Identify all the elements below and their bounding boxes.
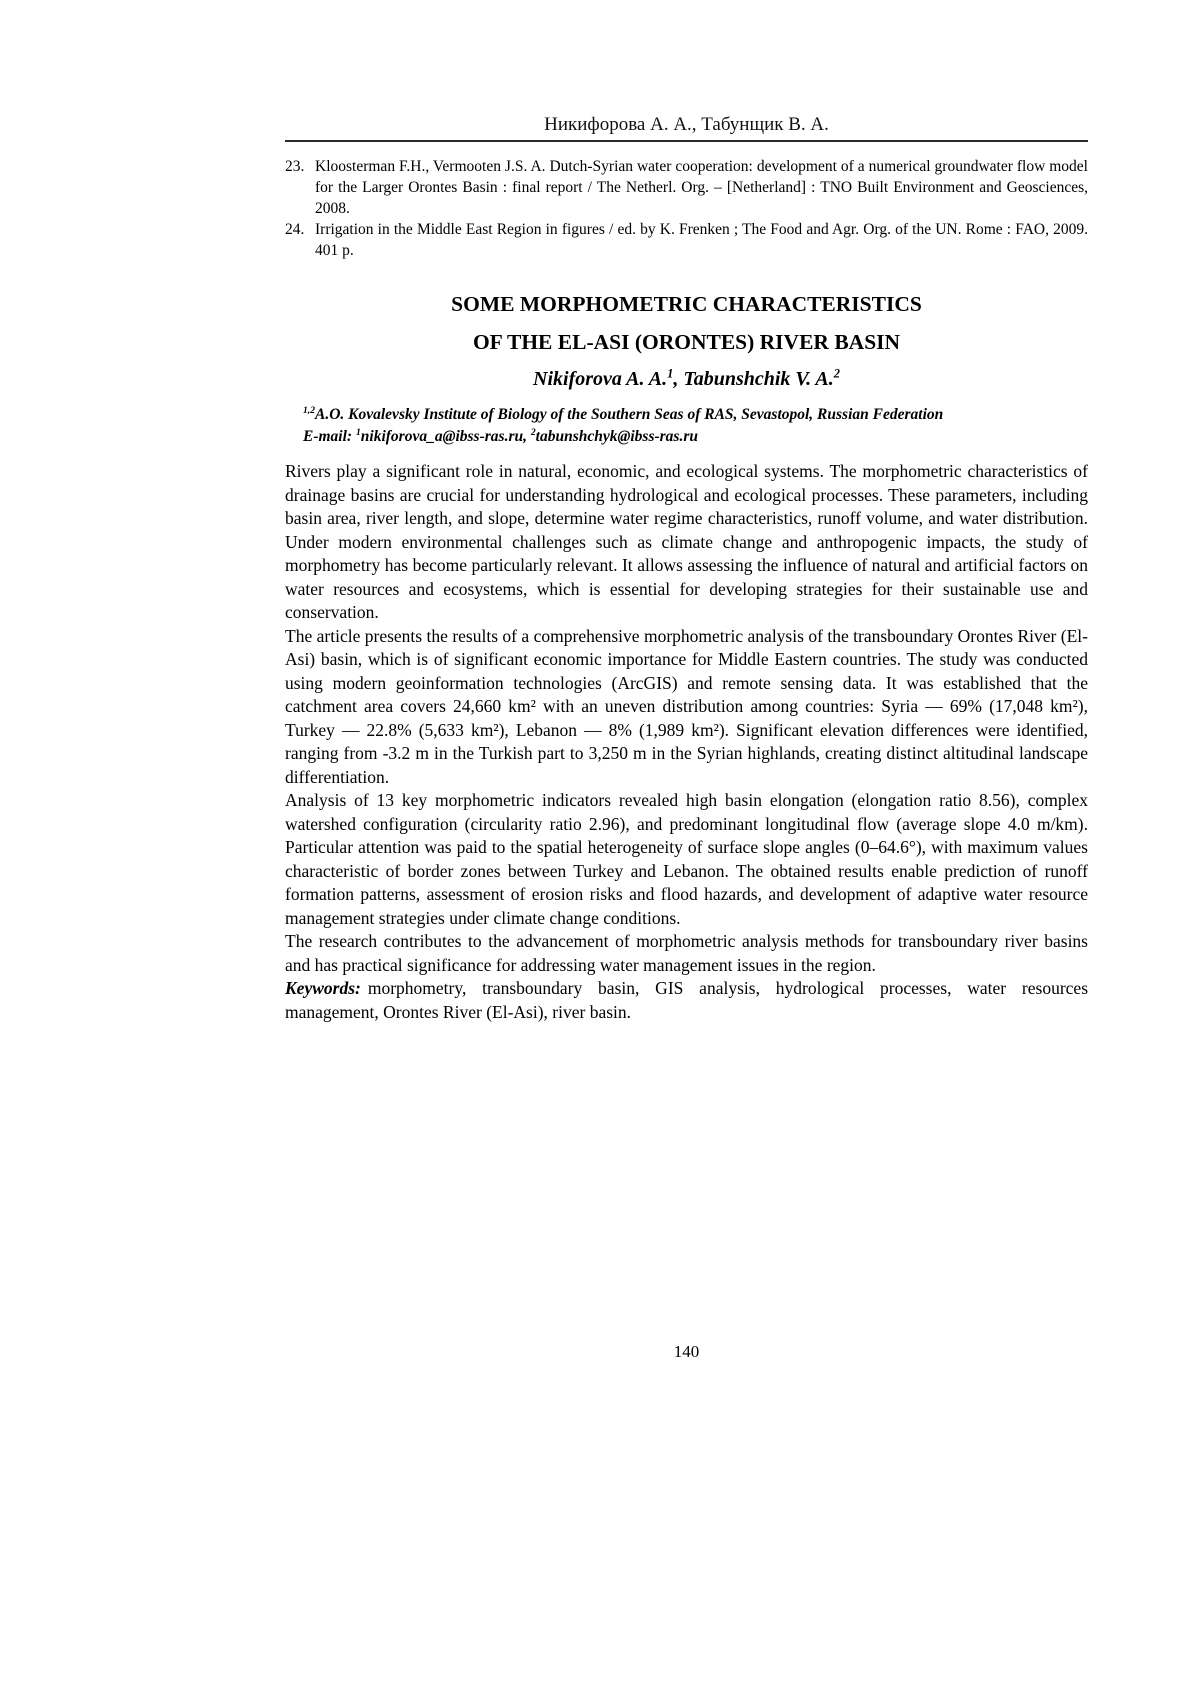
reference-number: 23. xyxy=(285,158,305,175)
article-title-line-1: SOME MORPHOMETRIC CHARACTERISTICS xyxy=(451,292,922,316)
email-separator: , xyxy=(523,428,531,445)
affiliation-block xyxy=(285,404,1088,448)
reference-list xyxy=(285,156,1088,261)
authors-separator: , xyxy=(673,368,684,390)
affiliation-line xyxy=(303,404,1088,426)
author-name: Tabunshchik V. A. xyxy=(683,368,834,390)
abstract-paragraph: The research contributes to the advancement of morphometric analysis methods for transboundary river basins and has practical significance for addressing water management issues in the region. xyxy=(285,931,1088,975)
abstract-paragraph: The article presents the results of a comprehensive morphometric analysis of the transboundary Orontes River (El-Asi) basin, which is of significant economic importance for Middle Eastern countries. The study was conducted using modern geoinformation technologies (ArcGIS) and remote sensing data. It was established that the catchment area covers 24,660 km² with an uneven distribution among countries: Syria — 69% (17,048 km²), Turkey — 22.8% (5,633 km²), Lebanon — 8% (1,989 km²). Significant elevation differences were identified, ranging from -3.2 m in the Turkish part to 3,250 m in the Syrian highlands, creating distinct altitudinal landscape differentiation. xyxy=(285,625,1088,787)
author-superscript: 2 xyxy=(833,366,840,381)
header-rule xyxy=(285,140,1088,142)
email-address: tabunshchyk@ibss-ras.ru xyxy=(535,428,698,445)
page-number: 140 xyxy=(673,1342,700,1361)
keywords-label: Keywords: xyxy=(285,978,361,998)
email-label: E-mail: xyxy=(303,428,356,445)
article-title xyxy=(285,291,1088,355)
running-head: Никифорова А. А., Табунщик В. А. xyxy=(544,114,829,135)
keywords-text: morphometry, transboundary basin, GIS analysis, hydrological processes, water resources management, Orontes River (El-Asi), river basin. xyxy=(285,978,1088,1022)
email-address: nikiforova_a@ibss-ras.ru xyxy=(360,428,524,445)
abstract xyxy=(285,460,1088,1024)
abstract-paragraph: Analysis of 13 key morphometric indicators revealed high basin elongation (elongation ratio 8.56), complex watershed configuration (circularity ratio 2.96), and predominant longitudinal flow (average slope 4.0 m/km). Particular attention was paid to the spatial heterogeneity of surface slope angles (0–64.6°), with maximum values characteristic of border zones between Turkey and Lebanon. The obtained results enable prediction of runoff formation patterns, assessment of erosion risks and flood hazards, and development of adaptive water resource management strategies under climate change conditions. xyxy=(285,790,1088,928)
reference-text: Irrigation in the Middle East Region in figures / ed. by K. Frenken ; The Food and Agr. Org. of the UN. Rome : FAO, 2009. 401 p. xyxy=(315,221,1088,259)
email-line xyxy=(303,426,1088,448)
page-content xyxy=(285,0,1088,1024)
affiliation-text: A.O. Kovalevsky Institute of Biology of the Southern Seas of RAS, Sevastopol, Russian Federation xyxy=(315,406,944,423)
affiliation-superscript: 1,2 xyxy=(303,404,315,416)
reference-number: 24. xyxy=(285,221,305,238)
article-title-line-2: OF THE EL-ASI (ORONTES) RIVER BASIN xyxy=(472,330,901,354)
author-name: Nikiforova A. A. xyxy=(533,368,668,390)
reference-item xyxy=(285,219,1088,261)
reference-item xyxy=(285,156,1088,219)
reference-text: Kloosterman F.H., Vermooten J.S. A. Dutch-Syrian water cooperation: development of a numerical groundwater flow model for the Larger Orontes Basin : final report / The Netherl. Org. – [Netherland] : TNO Built Environment and Geosciences, 2008. xyxy=(315,158,1088,217)
keywords-paragraph xyxy=(285,977,1088,1024)
article-authors xyxy=(285,367,1088,392)
email-superscript: 2 xyxy=(530,426,536,438)
abstract-paragraph: Rivers play a significant role in natural, economic, and ecological systems. The morphometric characteristics of drainage basins are crucial for understanding hydrological and ecological processes. These parameters, including basin area, river length, and slope, determine water regime characteristics, runoff volume, and water distribution. Under modern environmental challenges such as climate change and anthropogenic impacts, the study of morphometry has become particularly relevant. It allows assessing the influence of natural and artificial factors on water resources and ecosystems, which is essential for developing strategies for their sustainable use and conservation. xyxy=(285,461,1088,622)
email-superscript: 1 xyxy=(355,426,361,438)
author-superscript: 1 xyxy=(667,366,674,381)
